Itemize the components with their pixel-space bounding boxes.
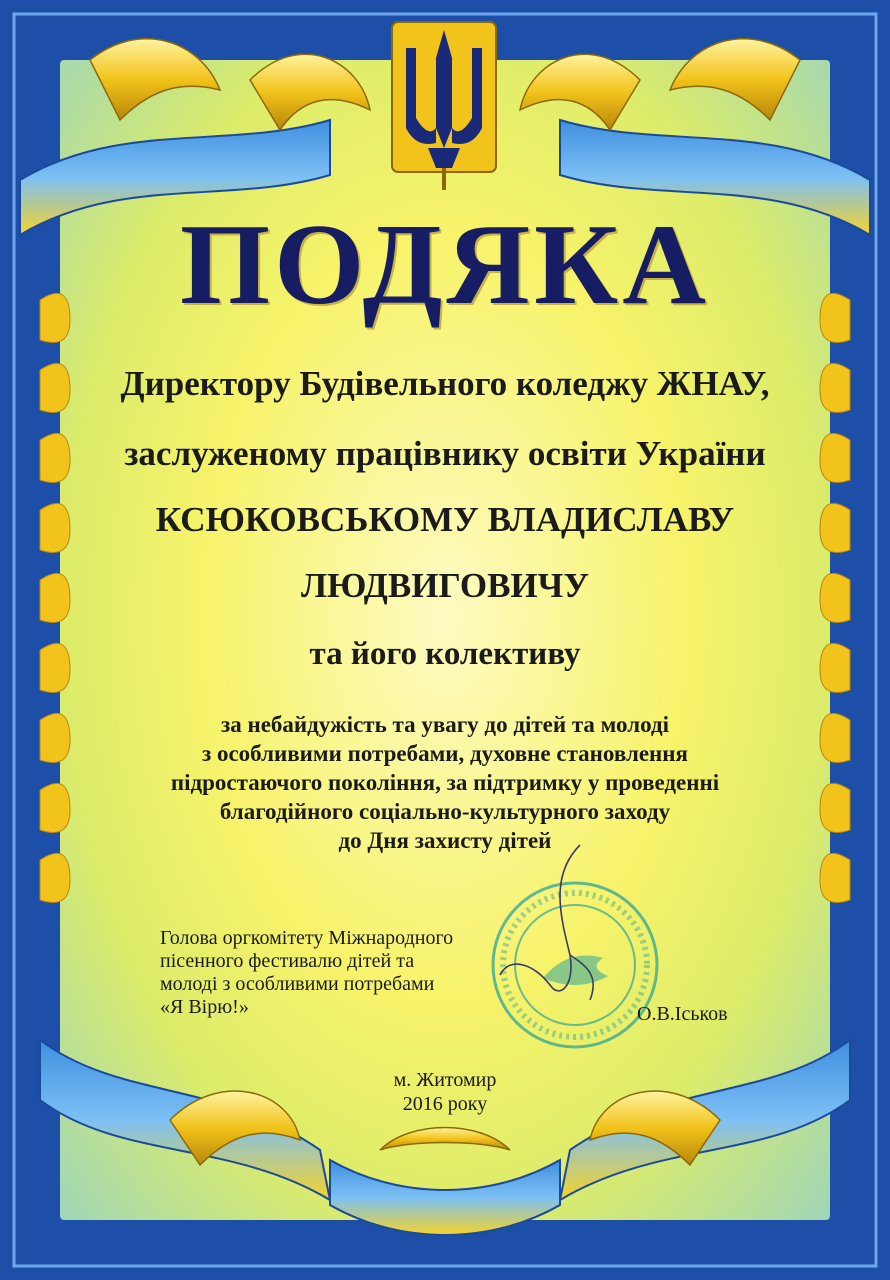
recipient-line-2: заслуженому працівнику освіти України [124, 434, 766, 473]
recipient-patronymic: ЛЮДВИГОВИЧУ [300, 566, 590, 605]
signer-name: О.В.Іськов [637, 1003, 728, 1025]
recipient-surname: КСЮКОВСЬКОМУ ВЛАДИСЛАВУ [155, 500, 735, 539]
certificate-title: ПОДЯКА [179, 201, 711, 329]
recipient-line-1: Директору Будівельного коледжу ЖНАУ, [120, 364, 770, 403]
reason-line: за небайдужість та увагу до дітей та молоді [220, 712, 670, 737]
organizer-title [160, 927, 500, 1019]
organizer-line: пісенного фестивалю дітей та [160, 950, 415, 972]
handwritten-signature [490, 835, 640, 1015]
reason-text [140, 710, 750, 855]
reason-line: до Дня захисту дітей [338, 828, 552, 853]
reason-line: з особливими потребами, духовне становлення [201, 741, 689, 766]
recipient-line-team: та його колективу [309, 636, 581, 672]
reason-line: підростаючого покоління, за підтримку у проведенні [170, 770, 720, 795]
place-date [0, 1068, 890, 1116]
trident-emblem-icon [388, 18, 500, 193]
organizer-line: Голова оргкомітету Міжнародного [160, 927, 454, 949]
year: 2016 року [402, 1093, 488, 1115]
organizer-line: «Я Вірю!» [160, 996, 249, 1018]
reason-line: благодійного соціально-культурного заходу [219, 799, 671, 824]
place: м. Житомир [393, 1069, 497, 1091]
organizer-line: молоді з особливими потребами [160, 973, 435, 995]
